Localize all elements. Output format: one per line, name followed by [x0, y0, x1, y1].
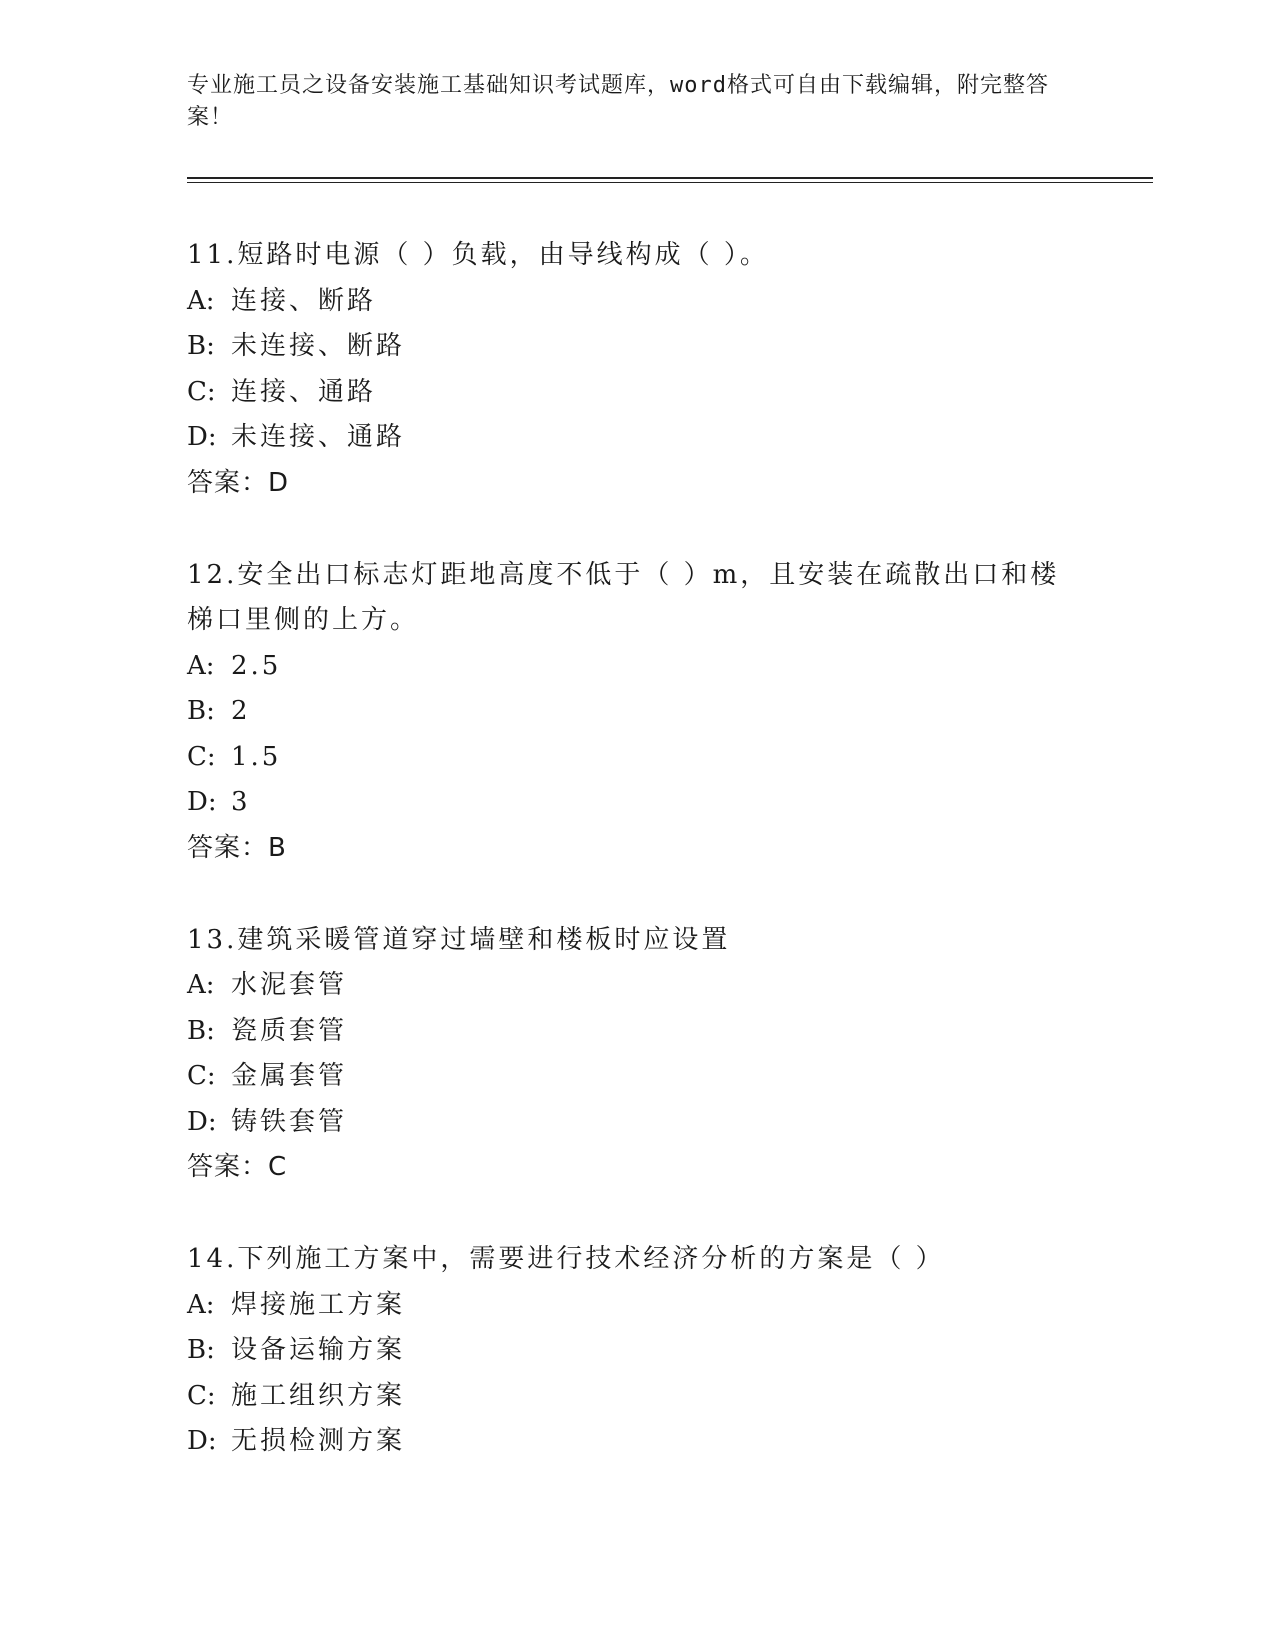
option-c	[187, 1054, 1107, 1100]
question-11	[187, 233, 1107, 506]
option-a	[187, 1283, 1107, 1329]
answer-line: 答案：C	[187, 1152, 288, 1182]
question-list	[187, 233, 1107, 1512]
option-label: A:	[187, 285, 215, 316]
question-14	[187, 1237, 1107, 1465]
option-text: 施工组织方案	[231, 1380, 406, 1411]
option-d	[187, 415, 1107, 461]
option-label: D:	[187, 787, 217, 817]
option-text: 焊接施工方案	[231, 1289, 406, 1320]
option-label: B:	[187, 1335, 215, 1365]
option-c	[187, 1374, 1107, 1420]
option-label: A:	[187, 970, 215, 1000]
option-b	[187, 1009, 1107, 1055]
document-header: 专业施工员之设备安装施工基础知识考试题库，word格式可自由下载编辑，附完整答案！	[187, 73, 1049, 130]
option-label: C:	[187, 741, 216, 772]
option-label: D:	[187, 422, 217, 452]
header-rule-thin	[187, 182, 1153, 183]
option-a	[187, 279, 1107, 325]
option-label: D:	[187, 1106, 217, 1137]
question-text: 13.建筑采暖管道穿过墙壁和楼板时应设置	[187, 924, 731, 955]
question-12	[187, 553, 1107, 871]
option-label: D:	[187, 1426, 217, 1456]
option-label: C:	[187, 376, 216, 407]
option-b	[187, 689, 1107, 735]
option-d	[187, 1100, 1107, 1146]
question-13	[187, 918, 1107, 1191]
answer-line: 答案：D	[187, 467, 290, 498]
option-label: B:	[187, 1015, 215, 1046]
option-text: 未连接、断路	[231, 331, 406, 361]
option-d	[187, 780, 1107, 826]
option-label: B:	[187, 331, 215, 361]
option-b	[187, 1328, 1107, 1374]
option-text: 金属套管	[231, 1061, 348, 1091]
question-text: 14.下列施工方案中，需要进行技术经济分析的方案是（ ）	[187, 1244, 945, 1274]
option-text: 连接、通路	[231, 376, 377, 407]
option-text: 未连接、通路	[231, 422, 406, 452]
answer-line: 答案：B	[187, 832, 287, 863]
question-text: 11.短路时电源（ ）负载，由导线构成（ ）。	[187, 240, 769, 270]
option-a	[187, 644, 1107, 690]
option-text: 2	[231, 696, 251, 726]
option-label: C:	[187, 1061, 216, 1091]
option-text: 连接、断路	[231, 285, 377, 316]
option-text: 铸铁套管	[231, 1106, 348, 1137]
header-rule-thick	[187, 177, 1153, 179]
option-label: A:	[187, 1289, 215, 1320]
option-text: 3	[231, 787, 251, 817]
option-text: 无损检测方案	[231, 1426, 406, 1456]
question-text: 12.安全出口标志灯距地高度不低于（ ）m，且安装在疏散出口和楼梯口里侧的上方。	[187, 559, 1060, 635]
option-d	[187, 1419, 1107, 1465]
option-text: 瓷质套管	[231, 1015, 348, 1046]
option-label: B:	[187, 696, 215, 726]
option-c	[187, 735, 1107, 781]
option-label: A:	[187, 650, 215, 681]
option-a	[187, 963, 1107, 1009]
option-text: 水泥套管	[231, 970, 348, 1000]
option-c	[187, 370, 1107, 416]
option-b	[187, 324, 1107, 370]
option-text: 1.5	[231, 741, 282, 772]
option-text: 2.5	[231, 650, 282, 681]
option-text: 设备运输方案	[231, 1335, 406, 1365]
option-label: C:	[187, 1380, 216, 1411]
